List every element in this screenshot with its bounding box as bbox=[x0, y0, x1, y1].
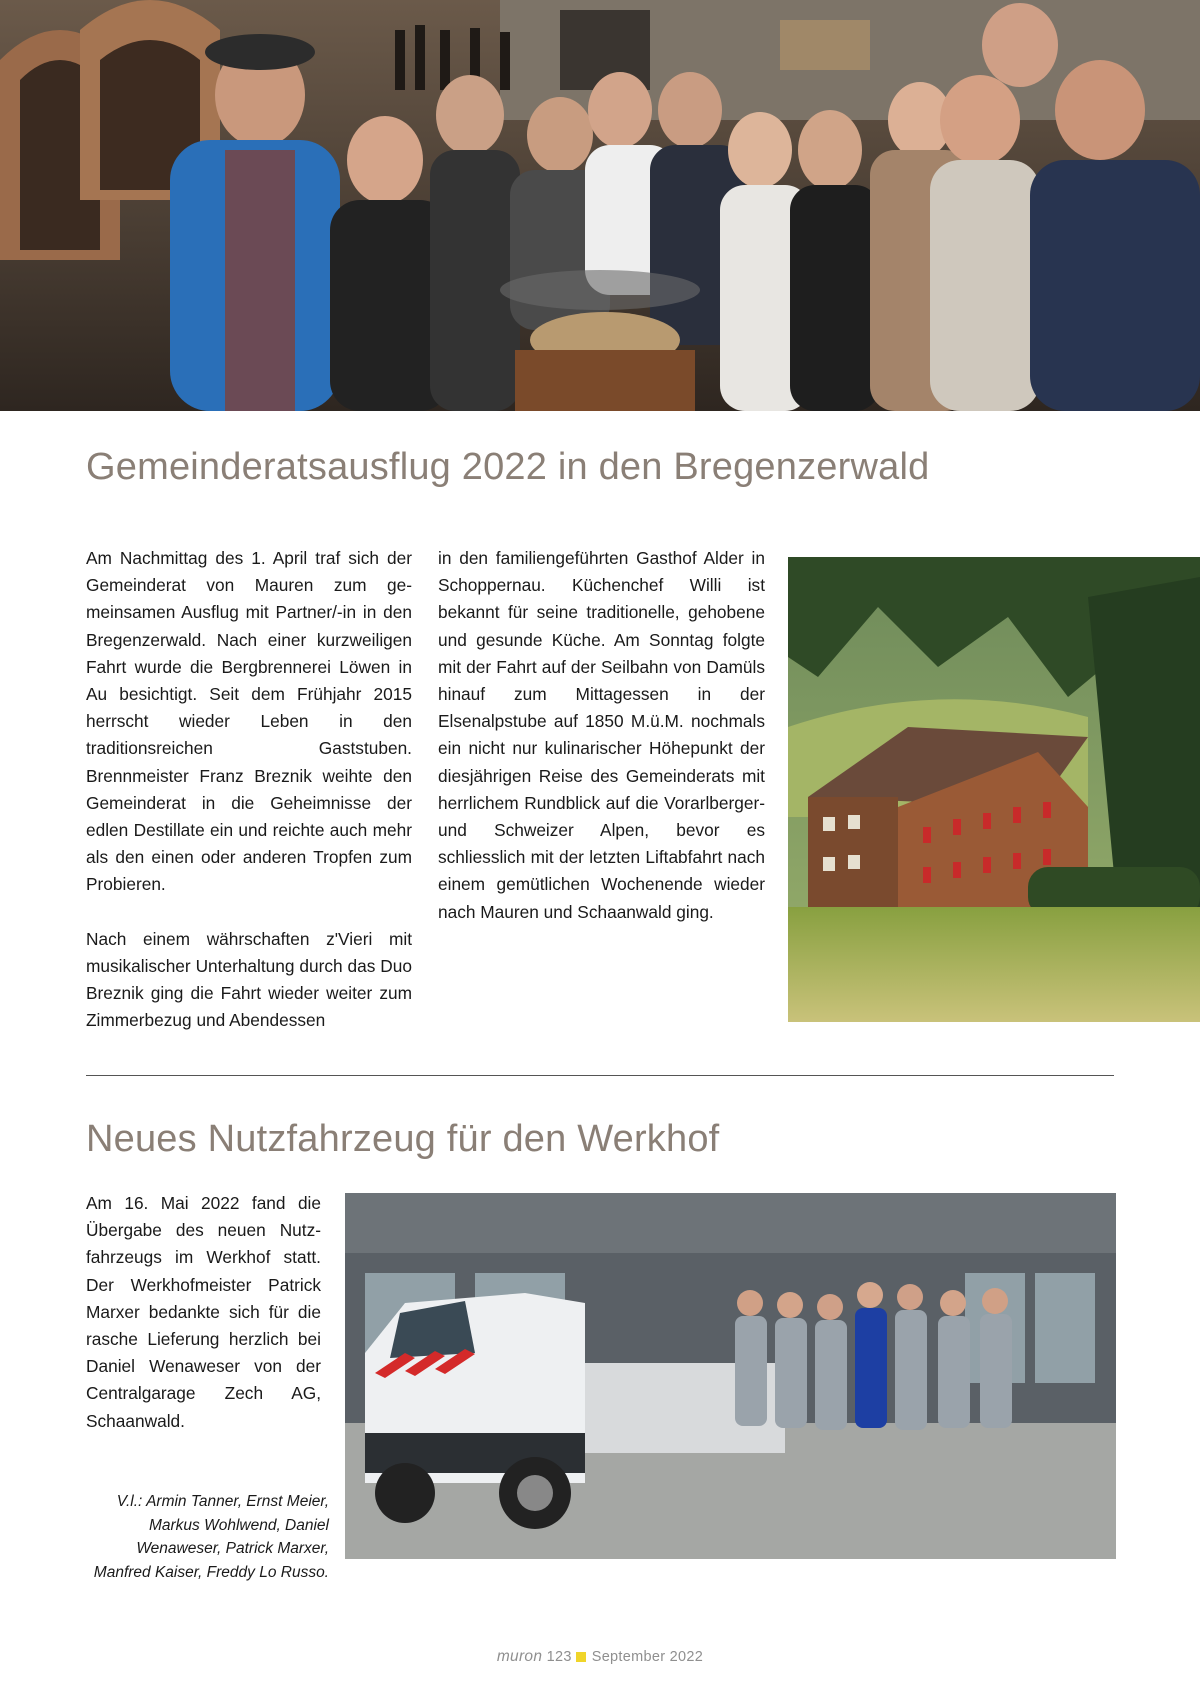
article-body bbox=[86, 1190, 321, 1462]
accent-square-icon bbox=[576, 1652, 586, 1662]
hero-photo-group-wine-cellar bbox=[0, 0, 1200, 411]
vehicle-handover-photo bbox=[345, 1193, 1116, 1559]
article-column-1 bbox=[86, 545, 412, 1061]
article-paragraph: Nach einem währschaften z'Vieri mit musikalischer Unterhaltung durch das Duo Breznik ging die Fahrt wieder weiter zum Zimmerbezug und Abendessen bbox=[86, 928, 412, 1031]
photo-caption: V.l.: Armin Tanner, Ernst Meier, Markus Wohlwend, Daniel Wenaweser, Patrick Marxer, Manfred Kaiser, Freddy Lo Russo. bbox=[93, 1493, 329, 1581]
gasthof-photo bbox=[788, 557, 1200, 1022]
issue-date: September 2022 bbox=[591, 1649, 704, 1665]
article-paragraph: Am Nachmittag des 1. April traf sich der Gemeinderat von Mauren zum gemeinsamen Ausflug mit Partner/-in in den Bregenzerwald. Nach einer kurzweiligen Fahrt wurde die Bergbrennerei Löwen in Au besichtigt. Seit dem Frühjahr 2015 herrscht wieder Leben in den traditionsreichen Gaststuben. Brennmeister Franz Breznik weihte den Gemeinderat in die Geheimnisse der edlen Destillate ein und reichte auch mehr als den einen oder anderen Tropfen zum Probieren. bbox=[86, 548, 412, 895]
article-headline: Gemeinderatsausflug 2022 in den Bregenzerwald bbox=[86, 446, 930, 488]
issue-number: 123 bbox=[546, 1649, 572, 1665]
article-paragraph: in den familiengeführten Gasthof Alder in Schoppernau. Küchenchef Willi ist bekannt für seine traditionelle, gehobene und gesunde Küche. Am Sonntag folgte mit der Fahrt auf der Seilbahn von Damüls hinauf zum Mittagessen in der Elsenalpstube auf 1850 M.ü.M. nochmals ein nicht nur kulinarischer Höhepunkt der diesjährigen Reise des Gemeinderats mit herrlichem Rundblick auf die Vorarlberger- und Schweizer Alpen, bevor es schliesslich mit der letzten Liftabfahrt nach einem gemütlichen Wochenende wieder nach Mauren und Schaanwald ging. bbox=[438, 548, 765, 922]
page-footer bbox=[0, 1648, 1200, 1666]
article-column-2 bbox=[438, 545, 765, 953]
section-divider bbox=[86, 1075, 1114, 1076]
article-paragraph: Am 16. Mai 2022 fand die Übergabe des neuen Nutzfahrzeugs im Werkhof statt. Der Werkhofmeister Patrick Marxer bedankte sich für die rasche Lieferung herzlich bei Daniel Wenaweser von der Centralgarage Zech AG, Schaanwald. bbox=[86, 1193, 321, 1431]
magazine-name: muron bbox=[496, 1648, 543, 1665]
article-headline: Neues Nutzfahrzeug für den Werkhof bbox=[86, 1118, 720, 1160]
